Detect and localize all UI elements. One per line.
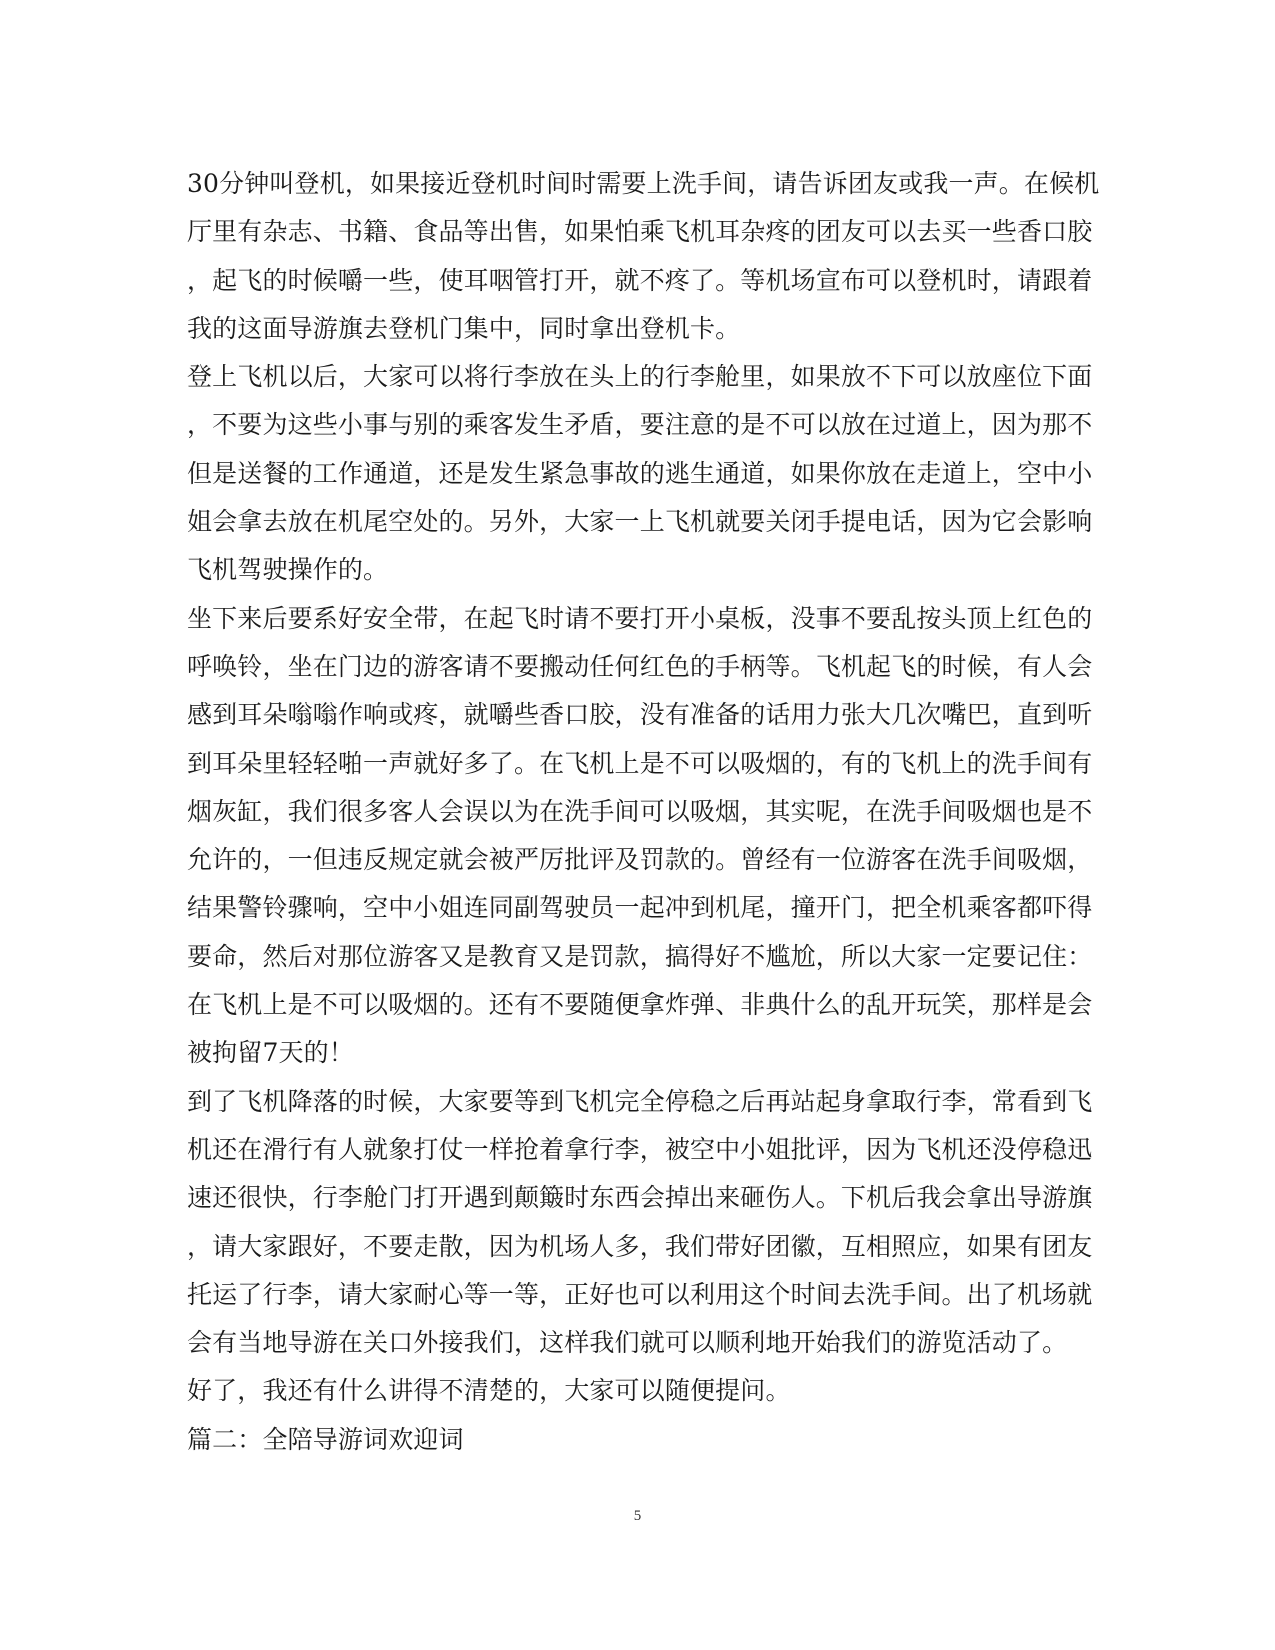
text-line: 登上飞机以后，大家可以将行李放在头上的行李舱里，如果放不下可以放座位下面 — [187, 362, 1093, 392]
text-line: 允许的，一但违反规定就会被严厉批评及罚款的。曾经有一位游客在洗手间吸烟， — [187, 845, 1093, 875]
text-line: 厅里有杂志、书籍、食品等出售，如果怕乘飞机耳杂疼的团友可以去买一些香口胶 — [187, 217, 1093, 247]
text-line: ，不要为这些小事与别的乘客发生矛盾，要注意的是不可以放在过道上，因为那不 — [187, 410, 1093, 440]
section-heading — [187, 1416, 1087, 1464]
text-line: ，起飞的时候嚼一些，使耳咽管打开，就不疼了。等机场宣布可以登机时，请跟着 — [187, 265, 1093, 295]
text-line: 好了，我还有什么讲得不清楚的，大家可以随便提问。 — [187, 1376, 791, 1406]
paragraph-safety — [187, 595, 1093, 1078]
text-line: 我的这面导游旗去登机门集中，同时拿出登机卡。 — [187, 313, 741, 343]
text-line: 30分钟叫登机，如果接近登机时间时需要上洗手间，请告诉团友或我一声。在候机 — [187, 169, 1100, 198]
text-line: 被拘留7天的！ — [187, 1038, 354, 1068]
text-line: ，请大家跟好，不要走散，因为机场人多，我们带好团徽，互相照应，如果有团友 — [187, 1231, 1093, 1261]
text-line: 姐会拿去放在机尾空处的。另外，大家一上飞机就要关闭手提电话，因为它会影响 — [187, 507, 1093, 537]
text-line: 托运了行李，请大家耐心等一等，正好也可以利用这个时间去洗手间。出了机场就 — [187, 1279, 1093, 1309]
paragraph-questions — [187, 1367, 1087, 1415]
text-line: 结果警铃骤响，空中小姐连同副驾驶员一起冲到机尾，撞开门，把全机乘客都吓得 — [187, 893, 1093, 923]
text-line: 坐下来后要系好安全带，在起飞时请不要打开小桌板，没事不要乱按头顶上红色的 — [187, 603, 1093, 633]
paragraph-luggage — [187, 353, 1093, 594]
text-line: 速还很快，行李舱门打开遇到颠簸时东西会掉出来砸伤人。下机后我会拿出导游旗 — [187, 1183, 1093, 1213]
text-line: 到了飞机降落的时候，大家要等到飞机完全停稳之后再站起身拿取行李，常看到飞 — [187, 1086, 1093, 1116]
text-line: 呼唤铃，坐在门边的游客请不要搬动任何红色的手柄等。飞机起飞的时候，有人会 — [187, 651, 1093, 681]
text-line: 要命，然后对那位游客又是教育又是罚款，搞得好不尴尬，所以大家一定要记住： — [187, 941, 1093, 971]
text-line: 会有当地导游在关口外接我们，这样我们就可以顺利地开始我们的游览活动了。 — [187, 1328, 1068, 1358]
paragraph-boarding-wait — [187, 160, 1100, 353]
text-line: 烟灰缸，我们很多客人会误以为在洗手间可以吸烟，其实呢，在洗手间吸烟也是不 — [187, 796, 1093, 826]
text-line: 飞机驾驶操作的。 — [187, 555, 389, 585]
document-body — [187, 160, 1100, 1464]
text-line: 但是送餐的工作通道，还是发生紧急事故的逃生通道，如果你放在走道上，空中小 — [187, 458, 1093, 488]
text-line: 机还在滑行有人就象打仗一样抢着拿行李，被空中小姐批评，因为飞机还没停稳迅 — [187, 1134, 1093, 1164]
text-line: 感到耳朵嗡嗡作响或疼，就嚼些香口胶，没有准备的话用力张大几次嘴巴，直到听 — [187, 700, 1093, 730]
text-line: 在飞机上是不可以吸烟的。还有不要随便拿炸弹、非典什么的乱开玩笑，那样是会 — [187, 990, 1093, 1020]
text-line: 篇二：全陪导游词欢迎词 — [187, 1424, 464, 1454]
page-number: 5 — [633, 1508, 642, 1524]
text-line: 到耳朵里轻轻啪一声就好多了。在飞机上是不可以吸烟的，有的飞机上的洗手间有 — [187, 748, 1093, 778]
paragraph-landing — [187, 1078, 1093, 1368]
